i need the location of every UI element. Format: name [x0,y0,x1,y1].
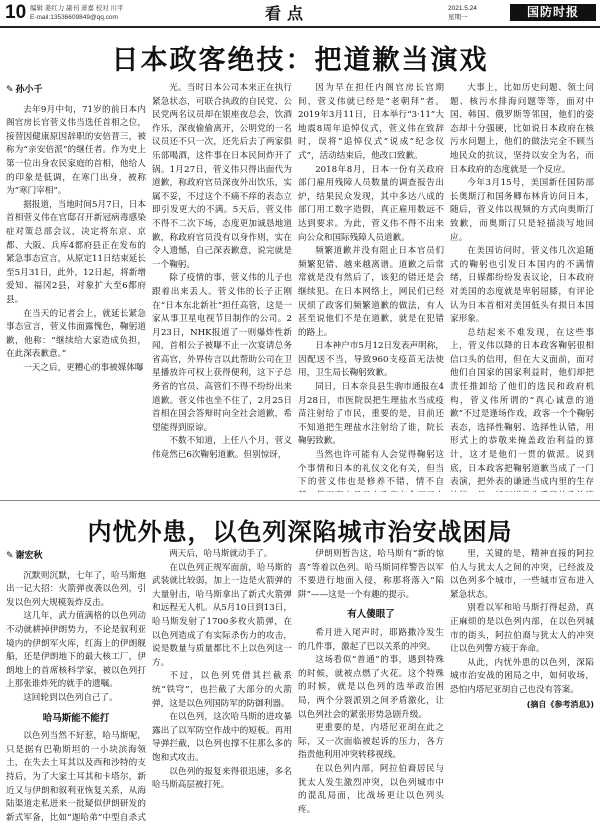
issue-date [448,4,477,22]
paragraph: 今年3月15号，美国新任国防部长奥斯汀和国务卿布林肯访问日本，随后，菅义伟以视频的方式向奥斯汀致歉，而奥斯汀只是轻描淡写地回应。 [450,178,594,243]
section-divider [0,500,600,501]
article1-headline: 日本政客绝技：把道歉当演戏 [111,45,489,76]
article1-column-3 [298,82,444,492]
staff-email: E-mail:13536609849@qq.com [30,14,118,21]
paragraph: 因为早在担任内阁官房长官期间，菅义伟就已经是“老朝拜”者。2019年3月11日，日本举行“3·11”大地震8周年追悼仪式，菅义伟在致辞时，误将“追悼仪式”说成“纪念仪式”，活动结束后，他改口致歉。 [298,83,444,161]
article2-headline: 内忧外患，以色列深陷城市治安战困局 [87,518,513,546]
paragraph: 伊朗则暂告这，哈马斯有“新的惊喜”等着以色列。哈马斯同样警告以军不要进行地面入侵，称那将落入“陷阱”——这是一个有趣的提示。 [298,549,444,600]
article1-column-2 [152,82,292,492]
paragraph: 以色列当然不好惹，哈马斯呢，只是据有巴勒斯坦的一小块滨海领土，在失去土耳其以及西和沙特的支持后，为了大家土耳其和卡塔尔，新近又与伊朗和叙利亚恢复关系，从海陆渠道走私进来一批疑似伊朗研发的新式军备，比如“迦哈弟”中型自杀式 [6,731,146,823]
pen-icon: ✎ [6,85,14,95]
article2-column-1 [6,548,146,824]
paragraph: 日本神户市5月12日发表声明称，因配送不当，导致960支疫苗无法使用，卫生局长鞠躬致歉。 [298,341,444,379]
paragraph: 从此，内忧外患的以色列，深陷城市治安战的困局之中，如何收场，恐怕内塔尼亚胡自己也没有答案。 [450,657,594,695]
section-title: 看点 [265,4,310,23]
paragraph: 一天之后，更糟心的事被媒体曝 [23,362,144,373]
article1-column-4 [450,82,594,492]
paragraph: 据报道，当地时间5月7日，日本首相菅义伟在官邸召开新冠病毒感染症对策总部会议，决定将东京、京都、大阪、兵库4都府县正在发布的紧急事态宣言，从原定11日结束延长至5月31日，此外，12日起，将新增爱知、福冈2县，对象扩大至6都府县。 [6,199,146,305]
paragraph: 别看以军和哈马斯打得起劲，真正麻烦的是以色列内部，在以色列城市的街头，阿拉伯裔与犹太人的冲突让以色列警方疲于奔命。 [450,603,594,655]
paragraph: 在以色列，这次哈马斯的进攻暴露出了以军防空作战中的短板。再用导弹拦截，以色列也撑不住那么多的饱和式攻击。 [152,712,292,763]
article1-column-1 [6,82,146,492]
paragraph: 里，关键的是，精神直接的阿拉伯人与犹太人之间的冲突，已经波及以色列多个城市，一些城市宣布进入紧急状态。 [450,549,594,600]
paragraph: 当然也许可能有人会觉得鞠躬这个事情和日本的礼仪文化有关，但当下的菅义伟也是修养不错，情不自 [298,450,444,488]
paragraph: 这几年，武力值满格的以色列动不动就耕掉伊朗势力，不论是叙利亚境内的伊朗军火库，红海上的伊朗舰船，还是伊朗地下的最大核工厂，伊朗地上的首席核科学家，被以色列打上那张谁炸死的就手的遗嘱。 [6,611,146,690]
weekday-text: 星期一 [448,14,468,21]
paragraph: 两天后，哈马斯就动手了。 [169,549,273,559]
paragraph: 同日，日本奈良县生驹市通报在4月28日，市医院误把生理盐水当成疫苗注射给了市民，重要的是，目前还不知道把生理盐水注射给了谁，院长鞠躬致歉。 [298,382,444,447]
article1-author: 孙小千 [15,85,43,95]
newspaper-logo: 国防时报 [510,4,596,21]
paragraph: 除了疫情的事，菅义伟的儿子也跟着出来丢人。菅义伟的长子正刚在“日本东北新社”担任高管，这是一家从事卫星电视节目制作的公司。2月23日，NHK报道了一则爆炸性新闻，首相公子被曝不止一次宴请总务省高官，外界传言以此帮助公司在卫星播放许可权上获得便利，这下子总务省的官员、高管们不得不纷纷出来道歉。菅义伟也坐不住了，2月25日首相在国会答辩时向全社会道歉，希望能得到原谅。 [152,273,292,433]
paragraph: 以色列的报复来得很迅速，多名哈马斯高层被打死。 [152,766,292,791]
paragraph: 总结起来不难发现，在这些事上，菅义伟以降的日本政客鞠躬很相信口头的信用，但在大义面前，面对他们自国家的国家利益时，他们却把责任推卸给了他们的选民和政府机构，菅义伟所谓的“真心诚意的道歉”不过是逢场作戏，政客一个个鞠躬表态，选择性鞠躬、选择性认错，用形式上的恭敬来掩盖政治利益的算计，这才是他们一贯的做派。说到底，日本政客把鞠躬道歉当成了一门表演，把外表的谦逊当成内里的生存 [450,327,594,488]
article2-byline [6,550,146,564]
paragraph: 大事上，比如历史问题、领土问题、核污水排海问题等等，面对中国、韩国、俄罗斯等邻国，他们的姿态却十分强硬，比如说日本政府在核污水问题上，他们的做法完全不顾当地民众的抗议，坚持以安全为名，而日本政府的态度就是一个反应。 [450,83,594,175]
paragraph: 这回轮到以色列自己了。 [23,692,118,703]
article2-column-3 [298,548,444,824]
subheading: 有人傻眼了 [347,609,395,621]
paragraph: 不数不知道，上任八个月，菅义伟竟然已6次鞠躬道歉。但别惊讶， [152,436,292,461]
paragraph: 这场看似“普通”的事，遇到特殊的时候，就被点燃了火花。这个特殊的时候，就是以色列的选举政治困局，两个分裂派别之间矛盾激化，让以色列社会的紧张形势急剧升级。 [298,655,444,720]
paragraph: 希月进入尾声时，耶路撒冷发生的几件事，激起了巴以关系的冲突。 [298,627,444,652]
paragraph: 在当天的记者会上，就延长紧急事态宣言，菅义伟面露愧色，鞠躬道歉，他称：“继续给大家造成负担，在此深表歉意。” [6,308,146,360]
article2-column-2 [152,548,292,824]
paragraph: 在以色列正规军面前，哈马斯的武装就比较弱，加上一边是火箭弹的大量射击，哈马斯拿出了新式火箭弹和远程无人机。从5月10日到13日，哈马斯发射了1700多枚火箭弹，在以色列造成了有实际杀伤力的攻击，说是数量与质量都比不上以色列这一方。 [152,562,292,668]
page-header [0,0,600,28]
page-number: 10 [5,2,27,23]
staff-info [30,4,124,22]
paragraph: 不过，以色列凭借其拦截系统“铁穹”，也拦截了大部分的火箭弹，这是以色列国防军的防御利器。 [152,671,292,709]
paragraph: 沉默则沉默，七年了，哈马斯炮出一记大招：火箭弹夜袭以色列，引发以色列大规模轰炸反击。 [6,570,146,608]
source-credit: (摘自《参考消息》) [526,699,594,709]
article1-byline [6,84,146,98]
pen-icon: ✎ [6,551,14,561]
date-text: 2021.5.24 [448,5,477,12]
paragraph: 更重要的是，内塔尼亚胡在此之际，又一次面临被起诉的压力，各方指责他利用冲突转移视线。 [298,723,444,761]
paragraph: 光。当时日本公司本来正在执行紧急状态，可联合执政的自民党、公民党两名议员却在银座夜总会，饮酒作乐，深夜偷偷离开，公明党的一名议员还不只一次，还先后去了两家俱乐部喝酒，这件事在日本民间炸开了锅。1月27日，菅义伟只得出面代为道歉，称政府官员深夜外出饮乐，实属不妥，不过这个不痛不痒的表态立即引发更大的不满。5天后，菅义伟不得不二次下场，态度更加诚恳地道歉，称政府官员没有以身作则，实在令人遗憾，自己深表歉意，说完就是一个鞠躬。 [152,83,292,270]
paragraph: 去年9月中旬，71岁的前日本内阁官房长官菅义伟当选任首相之位，接替因健康原因辞职的安倍晋三，被称为“亲安倍派”的继任者。作为史上第一位出身农民家庭的首相，他给人的印象是低调，在寒门出身，被称为“寒门宰相”。 [6,104,146,197]
paragraph: 在以色列内部，阿拉伯裔居民与犹太人发生激烈冲突，以色列城市中的混乱局面，比战场更让以色列头疼。 [298,763,444,815]
article2-column-4 [450,548,594,824]
staff-editors: 编辑 姜红力 副刊 萧嘉 校对 川平 [30,5,124,12]
article2-author: 谢宏秋 [15,551,43,561]
subheading: 哈马斯能不能打 [42,712,110,724]
paragraph: 2018年8月，日本一份有关政府部门雇用残障人员数量的调查报告出炉，结果民众发现，其中多达八成的部门用工数字造假，真正雇用数远不达到要求。为此，菅义伟不得不出来向公众和国际残障人员道歉。 [298,164,444,243]
paragraph: 在美国访问时，菅义伟几次追随式的鞠躬也引发日本国内的不满情绪，日媒都纷纷发表议论，日本政府对美国的态度就是卑躬屈膝，有评论认为日本首相对美国低头有损日本国家形象。 [450,246,594,325]
paragraph: 频繁道歉并没有阻止日本官员们频繁犯错、越来越离谱。道歉之后常常就是没有然后了，该犯的错还是会继续犯。在日本网络上，网民们已经厌烦了政客们频繁道歉的做法，有人甚至说他们不是在道歉，就是在犯错的路上。 [298,246,444,338]
